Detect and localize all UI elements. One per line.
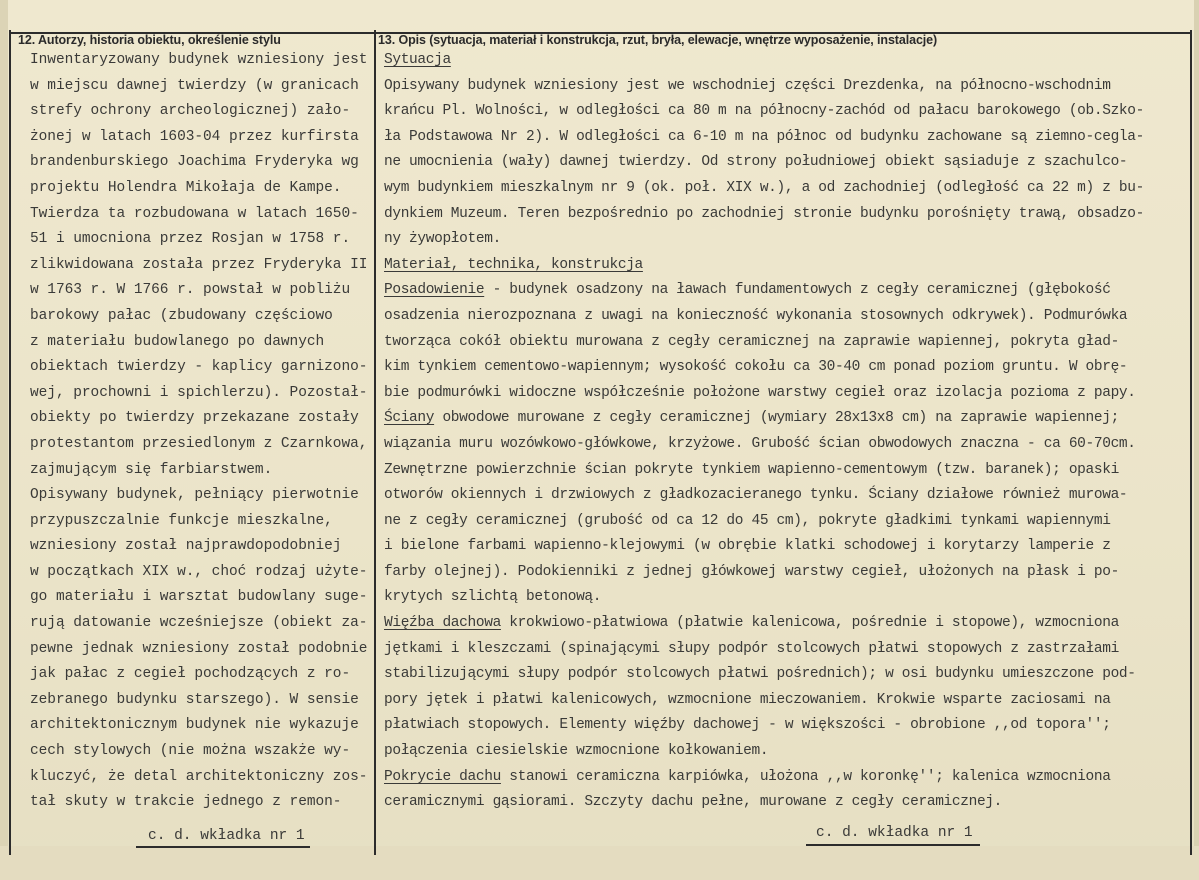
subsection-heading: Pokrycie dachu (384, 768, 501, 785)
body-text: stabilizującymi słupy podpór stolcowych płatwi pośrednich); w osi budynku umieszczone pod- (384, 666, 1136, 683)
description-text-line (384, 611, 1190, 637)
body-text: płatwiach stopowych. Elementy więźby dachowej - w większości - obrobione ,,od topora''; (384, 717, 1111, 734)
continuation-underline-left (136, 846, 310, 848)
body-text: tworząca cokół obiektu murowana z cegły ceramicznej na zaprawie wapiennej, pokryta gład- (384, 333, 1119, 350)
continuation-underline-right (806, 844, 980, 846)
description-text-line (384, 330, 1190, 356)
history-text-column (30, 48, 372, 816)
history-text-line: obiekty po twierdzy przekazane zostały (30, 410, 359, 427)
body-text: stanowi ceramiczna karpiówka, ułożona ,,w koronkę''; kalenica wzmocniona (500, 768, 1111, 785)
history-text-line: brandenburskiego Joachima Fryderyka wg (30, 154, 359, 171)
description-text-line (384, 585, 1190, 611)
history-text-line: Inwentaryzowany budynek wzniesiony jest (30, 52, 368, 68)
body-text: ceramicznymi gąsiorami. Szczyty dachu pełne, murowane z cegły ceramicznej. (384, 794, 1003, 811)
history-text-line: kluczyć, że detal architektoniczny zos- (30, 768, 368, 785)
subsection-heading: Posadowienie (384, 282, 485, 299)
paper-edge-right (1194, 0, 1199, 880)
body-text: krańcu Pl. Wolności, w odległości ca 80 m na północny-zachód od pałacu barokowego (ob.Szko- (384, 103, 1144, 120)
description-text-line (384, 739, 1190, 765)
description-text-line (384, 304, 1190, 330)
description-text-line (384, 355, 1190, 381)
description-text-line (384, 48, 1190, 74)
history-text-line: zebranego budynku starszego). W sensie (30, 691, 359, 708)
body-text: wym budynkiem mieszkalnym nr 9 (ok. poł. XIX w.), a od zachodniej (odległość ca 22 m) z bu- (384, 179, 1144, 196)
subsection-heading: Sytuacja (384, 52, 451, 68)
description-text-line (384, 662, 1190, 688)
continuation-note-left: c. d. wkładka nr 1 (148, 828, 305, 844)
history-text-line: strefy ochrony archeologicznej) zało- (30, 103, 351, 120)
history-text-line: w miejscu dawnej twierdzy (w granicach (30, 77, 359, 94)
column-divider-rule (374, 30, 376, 855)
body-text: pory jętek i płatwi kalenicowych, wzmocnione mieczowaniem. Krokwie wsparte zaciosami na (384, 691, 1111, 708)
description-text-line (384, 560, 1190, 586)
history-text-line: z materiału budowlanego po dawnych (30, 333, 325, 350)
description-text-line (384, 278, 1190, 304)
description-text-line (384, 253, 1190, 279)
description-text-line (384, 99, 1190, 125)
right-border-rule (1190, 30, 1192, 855)
subsection-heading: Więźba dachowa (384, 615, 501, 632)
body-text: wiązania muru wozówkowo-główkowe, krzyżowe. Grubość ścian obwodowych znaczna - ca 60-70cm. (384, 435, 1136, 452)
history-text-line: cech stylowych (nie można wszakże wy- (30, 743, 351, 760)
history-text-line: rują datowanie wcześniejsze (obiekt za- (30, 615, 368, 632)
description-text-line (384, 227, 1190, 253)
history-text-line: wej, prochowni i spichlerzu). Pozostał- (30, 384, 368, 401)
body-text: połączenia ciesielskie wzmocnione kołkowaniem. (384, 743, 769, 760)
history-text-line: protestantom przesiedlonym z Czarnkowa, (30, 435, 368, 452)
paper-bottom-band (0, 846, 1199, 880)
body-text: krokwiowo-płatwiowa (płatwie kalenicowa, pośrednie i stopowe), wzmocniona (500, 615, 1119, 632)
history-text-line: go materiału i warsztat budowlany suge- (30, 589, 368, 606)
paper-edge-left (0, 0, 8, 880)
description-text-line (384, 790, 1190, 816)
section-12-header: 12. Autorzy, historia obiektu, określenie stylu (18, 33, 281, 47)
body-text: otworów okiennych i drzwiowych z gładkozacieranego tynku. Ściany działowe również murowa- (384, 487, 1128, 504)
body-text: farby olejnej). Podokienniki z jednej główkowej warstwy cegieł, ułożonych na płask i po- (384, 563, 1119, 580)
history-text-line: zajmującym się farbiarstwem. (30, 461, 273, 478)
history-text-line: w 1763 r. W 1766 r. powstał w pobliżu (30, 282, 351, 299)
description-text-line (384, 765, 1190, 791)
body-text: Zewnętrzne powierzchnie ścian pokryte tynkiem wapienno-cementowym (tzw. baranek); opaski (384, 461, 1119, 478)
description-text-line (384, 432, 1190, 458)
description-text-line (384, 74, 1190, 100)
description-text-line (384, 150, 1190, 176)
body-text: ne z cegły ceramicznej (grubość od ca 12 do 45 cm), pokryte gładkimi tynkami wapiennymi (384, 512, 1111, 529)
history-text-line: w początkach XIX w., choć rodzaj użyte- (30, 563, 368, 580)
history-text-line: przypuszczalnie funkcje mieszkalne, (30, 512, 333, 529)
history-text-line: wzniesiony został najprawdopodobniej (30, 538, 342, 555)
continuation-note-right: c. d. wkładka nr 1 (816, 825, 973, 841)
subsection-heading: Ściany (384, 410, 435, 427)
body-text: Opisywany budynek wzniesiony jest we wschodniej części Drezdenka, na północno-wschodnim (384, 77, 1111, 94)
description-text-line (384, 483, 1190, 509)
description-text-line (384, 202, 1190, 228)
history-text-line: zlikwidowana została przez Fryderyka II (30, 256, 368, 273)
body-text: ny żywopłotem. (384, 231, 501, 248)
history-text-line: Twierdza ta rozbudowana w latach 1650- (30, 205, 359, 222)
description-text-line (384, 509, 1190, 535)
history-text-line: barokowy pałac (zbudowany częściowo (30, 307, 333, 324)
description-text-line (384, 688, 1190, 714)
history-text-line: obiektach twierdzy - kaplicy garnizono- (30, 359, 368, 376)
body-text: bie podmurówki widoczne współcześnie położone warstwy cegieł oraz izolacja pozioma z papy. (384, 384, 1136, 401)
body-text: obwodowe murowane z cegły ceramicznej (wymiary 28x13x8 cm) na zaprawie wapiennej; (434, 410, 1119, 427)
history-text-line: tał skuty w trakcie jednego z remon- (30, 794, 342, 811)
history-text-line: projektu Holendra Mikołaja de Kampe. (30, 179, 342, 196)
description-text-column (384, 48, 1190, 816)
body-text: kim tynkiem cementowo-wapiennym; wysokość cokołu ca 30-40 cm ponad poziom gruntu. W obrę- (384, 359, 1128, 376)
subsection-heading: Materiał, technika, konstrukcja (384, 256, 643, 273)
section-13-header: 13. Opis (sytuacja, materiał i konstrukcja, rzut, bryła, elewacje, wnętrze wyposażenie, instalacje) (378, 33, 938, 47)
body-text: dynkiem Muzeum. Teren bezpośrednio po zachodniej stronie budynku porośnięty trawą, obsadzo- (384, 205, 1144, 222)
description-text-line (384, 381, 1190, 407)
history-text-line: Opisywany budynek, pełniący pierwotnie (30, 487, 359, 504)
body-text: osadzenia nierozpoznana z uwagi na konieczność wykonania stosownych odkrywek). Podmurówka (384, 307, 1128, 324)
body-text: krytych szlichtą betonową. (384, 589, 602, 606)
body-text: ła Podstawowa Nr 2). W odległości ca 6-10 m na północ od budynku zachowane są ziemno-cegla- (384, 128, 1144, 145)
body-text: ne umocnienia (wały) dawnej twierdzy. Od strony południowej obiekt sąsiaduje z szachulco- (384, 154, 1128, 171)
body-text: - budynek osadzony na ławach fundamentowych z cegły ceramicznej (głębokość (484, 282, 1111, 299)
description-text-line (384, 406, 1190, 432)
left-border-rule (9, 30, 11, 855)
history-text-line: pewne jednak wzniesiony został podobnie (30, 640, 368, 657)
body-text: jętkami i kleszczami (spinającymi słupy podpór stolcowych płatwi stopowych z zastrzałami (384, 640, 1119, 657)
description-text-line (384, 637, 1190, 663)
description-text-line (384, 458, 1190, 484)
history-text-line: jak pałac z cegieł pochodzących z ro- (30, 666, 351, 683)
description-text-line (384, 125, 1190, 151)
body-text: i bielone farbami wapienno-klejowymi (w obrębie klatki schodowej i korytarzy lamperie z (384, 538, 1111, 555)
description-text-line (384, 176, 1190, 202)
history-text-line: 51 i umocniona przez Rosjan w 1758 r. (30, 231, 351, 248)
history-text-line: żonej w latach 1603-04 przez kurfirsta (30, 128, 359, 145)
description-text-line (384, 713, 1190, 739)
description-text-line (384, 534, 1190, 560)
history-text-line: architektonicznym budynek nie wykazuje (30, 717, 359, 734)
